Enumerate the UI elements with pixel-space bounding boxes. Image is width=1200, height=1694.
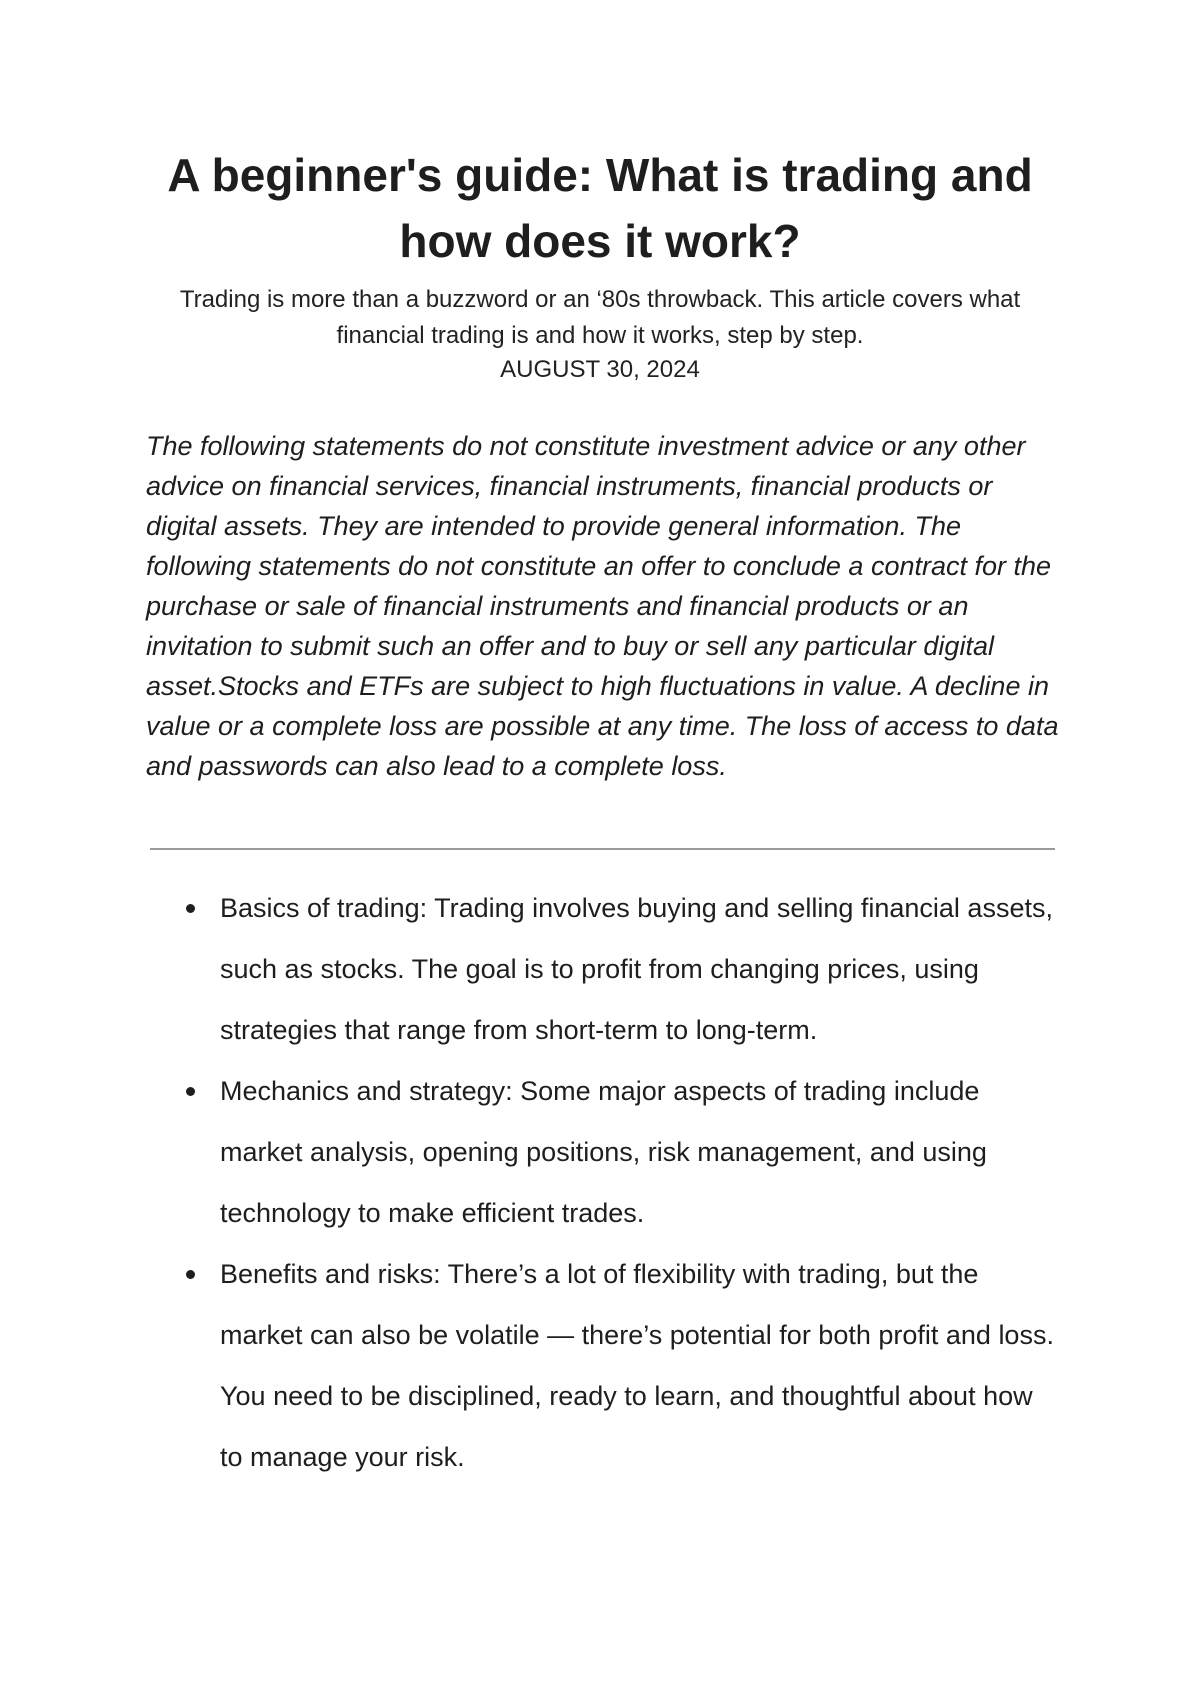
key-point-item bbox=[180, 1244, 1060, 1488]
article-date: AUGUST 30, 2024 bbox=[500, 356, 700, 383]
key-points-list bbox=[180, 878, 1060, 1488]
section-divider bbox=[150, 848, 1055, 850]
key-point-text: Mechanics and strategy: Some major aspects of trading include market analysis, opening positions, risk management, and using technology to make efficient trades. bbox=[220, 1076, 987, 1228]
disclaimer-text: The following statements do not constitute investment advice or any other advice on financial services, financial instruments, financial products or digital assets. They are intended to provide general information. The following statements do not constitute an offer to conclude a contract for the purchase or sale of financial instruments and financial products or an invitation to submit such an offer and to buy or sell any particular digital asset.Stocks and ETFs are subject to high fluctuations in value. A decline in value or a complete loss are possible at any time. The loss of access to data and passwords can also lead to a complete loss. bbox=[146, 431, 1059, 781]
article-subtitle: Trading is more than a buzzword or an ‘80s throwback. This article covers what financial trading is and how it works, step by step. bbox=[179, 286, 1021, 349]
key-point-text: Basics of trading: Trading involves buying and selling financial assets, such as stocks. The goal is to profit from changing prices, using strategies that range from short-term to long-term. bbox=[220, 893, 1053, 1045]
key-point-item bbox=[180, 878, 1060, 1061]
bullet-icon bbox=[186, 904, 195, 913]
bullet-icon bbox=[186, 1087, 195, 1096]
bullet-icon bbox=[186, 1270, 195, 1279]
key-point-item bbox=[180, 1061, 1060, 1244]
article-title: A beginner's guide: What is trading and how does it work? bbox=[167, 149, 1033, 267]
key-point-text: Benefits and risks: There’s a lot of flexibility with trading, but the market can also be volatile — there’s potential for both profit and loss. You need to be disciplined, ready to learn, and thoughtful about how to manage your risk. bbox=[220, 1259, 1054, 1472]
